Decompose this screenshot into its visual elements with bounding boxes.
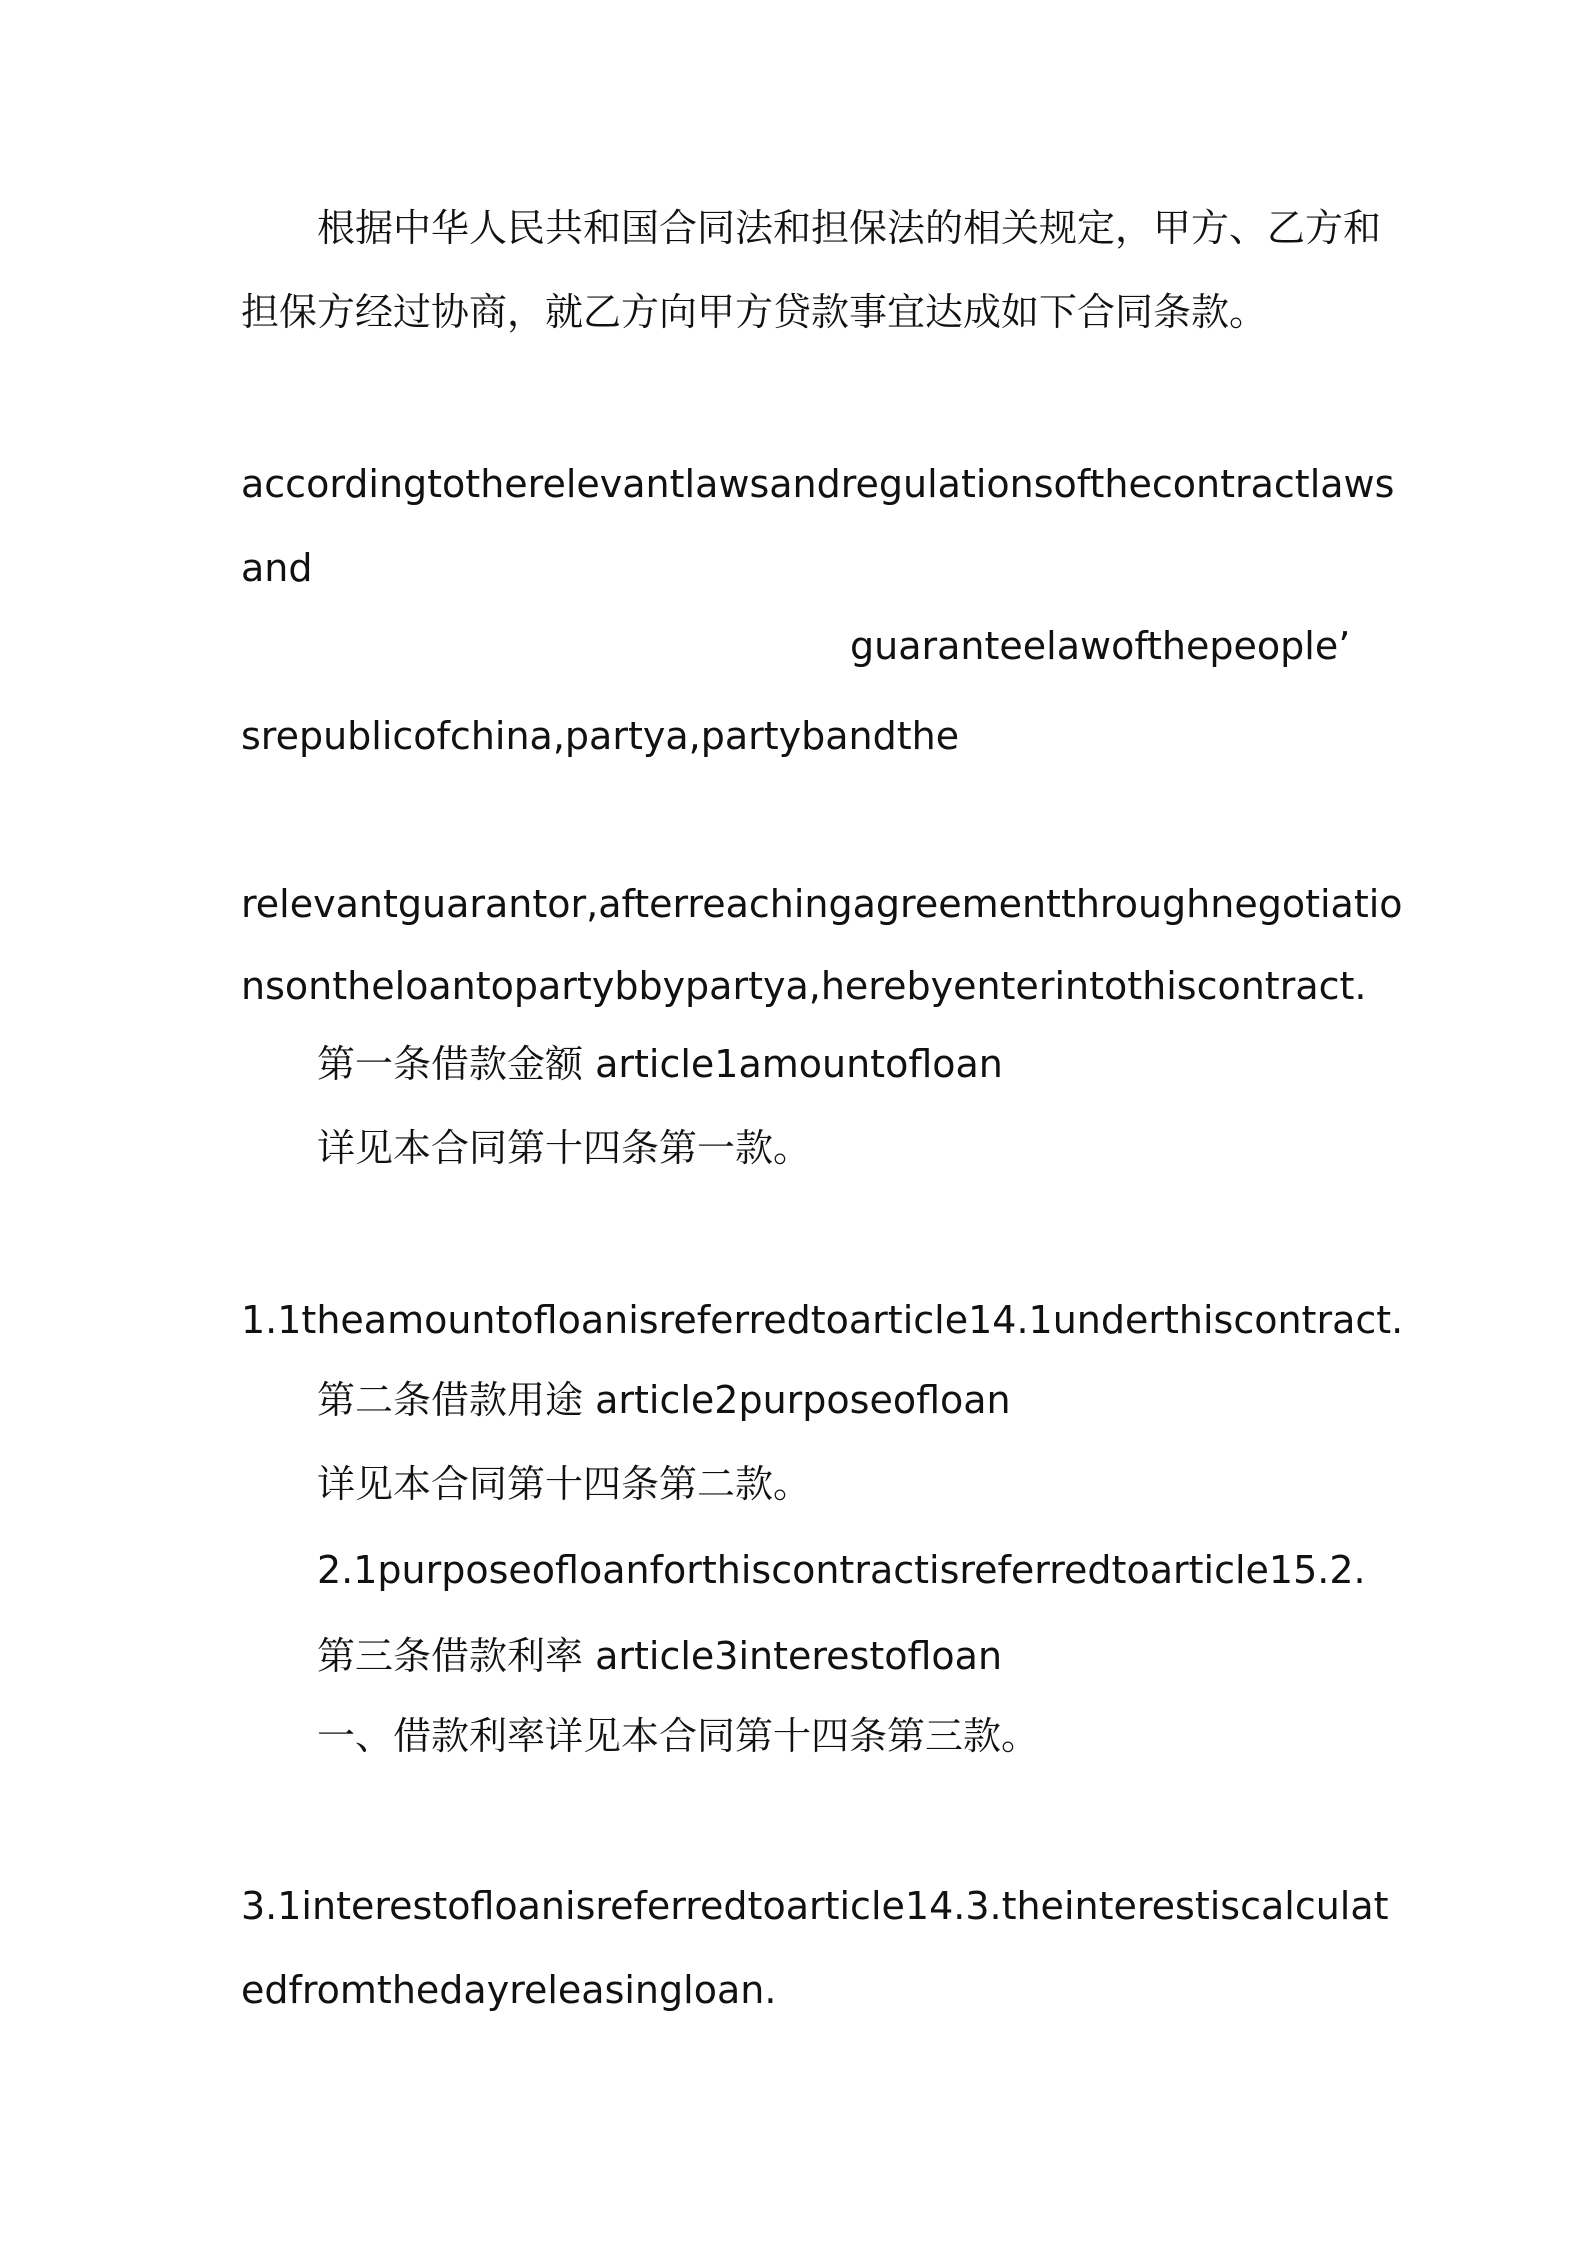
paragraph-intro-en-line-4: srepublicofchina,partya,partybandthe [241,714,960,758]
article-3-body-en-line-2: edfromthedayreleasingloan. [241,1968,777,2012]
paragraph-intro-en-line-2: and [241,546,313,590]
article-3-heading: 第三条借款利率 article3interestofloan [317,1634,1003,1678]
paragraph-intro-en-line-6: nsontheloantopartybbypartya,herebyenterintothiscontract. [241,964,1367,1008]
paragraph-intro-cn-line-1: 根据中华人民共和国合同法和担保法的相关规定，甲方、乙方和 [317,206,1382,250]
article-3-body-cn: 一、借款利率详见本合同第十四条第三款。 [317,1714,1040,1758]
paragraph-intro-en-line-5: relevantguarantor,afterreachingagreementthroughnegotiatio [241,882,1403,926]
paragraph-intro-cn-line-2: 担保方经过协商，就乙方向甲方贷款事宜达成如下合同条款。 [241,290,1268,334]
article-2-heading: 第二条借款用途 article2purposeofloan [317,1378,1011,1422]
paragraph-intro-en-line-1: accordingtotherelevantlawsandregulationsofthecontractlaws [241,462,1395,506]
paragraph-intro-en-line-3: guaranteelawofthepeople’ [850,624,1351,668]
article-2-body-en: 2.1purposeofloanforthiscontractisreferredtoarticle15.2. [317,1548,1366,1592]
article-1-heading: 第一条借款金额 article1amountofloan [317,1042,1003,1086]
article-1-body-en: 1.1theamountofloanisreferredtoarticle14.1underthiscontract. [241,1298,1404,1342]
article-2-body-cn: 详见本合同第十四条第二款。 [317,1462,812,1506]
article-1-body-cn: 详见本合同第十四条第一款。 [317,1126,812,1170]
article-3-body-en-line-1: 3.1interestofloanisreferredtoarticle14.3.theinterestiscalculat [241,1884,1389,1928]
